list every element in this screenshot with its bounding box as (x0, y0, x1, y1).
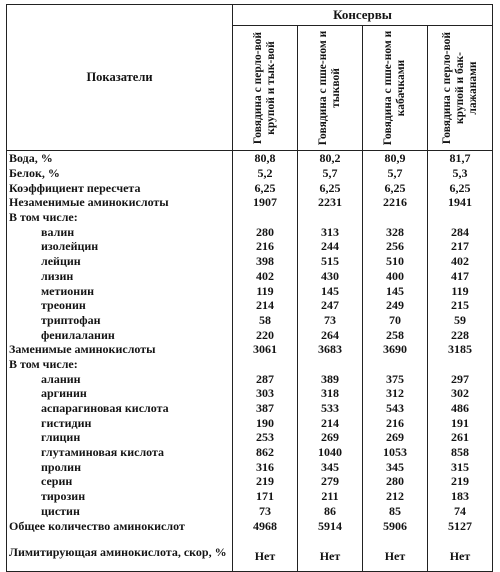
row-label: изолейцин (7, 239, 233, 254)
table-row (7, 518, 493, 533)
row-label: В том числе: (7, 210, 233, 225)
value-cell: 345 (363, 459, 428, 474)
column-header-4-text: Говядина с перло-вой крупой и бак-лажанами (440, 31, 479, 145)
row-label: валин (7, 224, 233, 239)
value-cell: 284 (428, 224, 493, 239)
amino-acid-table (6, 4, 493, 572)
table-row (7, 371, 493, 386)
value-cell: 3683 (298, 342, 363, 357)
value-cell (428, 210, 493, 225)
row-label: цистин (7, 504, 233, 519)
table-row (7, 327, 493, 342)
value-cell: 510 (363, 254, 428, 269)
value-cell: 80,8 (233, 151, 298, 166)
table-row (7, 342, 493, 357)
value-cell: 280 (233, 224, 298, 239)
table-row (7, 430, 493, 445)
row-label: аспарагиновая кислота (7, 401, 233, 416)
table-row (7, 195, 493, 210)
table-row (7, 474, 493, 489)
value-cell: 316 (233, 459, 298, 474)
value-cell: 279 (298, 474, 363, 489)
value-cell: Нет (298, 533, 363, 572)
value-cell: 1053 (363, 445, 428, 460)
parameters-header: Показатели (7, 5, 233, 151)
column-header-2-text: Говядина с пше-ном и тыквой (317, 30, 342, 146)
row-label: метионин (7, 283, 233, 298)
row-label: тирозин (7, 489, 233, 504)
value-cell: 4968 (233, 518, 298, 533)
row-label: аланин (7, 371, 233, 386)
value-cell: 3061 (233, 342, 298, 357)
value-cell: 81,7 (428, 151, 493, 166)
value-cell: 5,7 (363, 166, 428, 181)
table-row (7, 166, 493, 181)
value-cell: 6,25 (363, 180, 428, 195)
value-cell: 216 (363, 415, 428, 430)
table-row (7, 489, 493, 504)
value-cell: 171 (233, 489, 298, 504)
value-cell: 215 (428, 298, 493, 313)
value-cell: 6,25 (428, 180, 493, 195)
value-cell: 244 (298, 239, 363, 254)
value-cell: 220 (233, 327, 298, 342)
value-cell: 5,3 (428, 166, 493, 181)
value-cell: 85 (363, 504, 428, 519)
value-cell: 119 (428, 283, 493, 298)
value-cell: 73 (233, 504, 298, 519)
value-cell: 253 (233, 430, 298, 445)
value-cell: 5914 (298, 518, 363, 533)
value-cell: 70 (363, 313, 428, 328)
value-cell: 328 (363, 224, 428, 239)
value-cell: 214 (298, 415, 363, 430)
row-label: серин (7, 474, 233, 489)
value-cell: 375 (363, 371, 428, 386)
row-label: Коэффициент пересчета (7, 180, 233, 195)
table-row (7, 180, 493, 195)
column-header-3 (363, 26, 428, 151)
row-label: триптофан (7, 313, 233, 328)
table-row (7, 269, 493, 284)
value-cell: 6,25 (298, 180, 363, 195)
value-cell: Нет (363, 533, 428, 572)
value-cell: 269 (363, 430, 428, 445)
table-row (7, 151, 493, 166)
value-cell (428, 357, 493, 372)
value-cell: 212 (363, 489, 428, 504)
row-label: треонин (7, 298, 233, 313)
value-cell: 80,9 (363, 151, 428, 166)
row-label: Белок, % (7, 166, 233, 181)
value-cell: 190 (233, 415, 298, 430)
value-cell: 228 (428, 327, 493, 342)
value-cell: 1907 (233, 195, 298, 210)
row-label: Незаменимые аминокислоты (7, 195, 233, 210)
value-cell: 74 (428, 504, 493, 519)
table-row (7, 254, 493, 269)
value-cell: 315 (428, 459, 493, 474)
value-cell: 515 (298, 254, 363, 269)
table-body (7, 151, 493, 572)
value-cell (298, 357, 363, 372)
column-header-1-text: Говядина с перло-вой крупой и тык-вой (252, 31, 277, 145)
value-cell: 73 (298, 313, 363, 328)
row-label: Общее количество аминокислот (7, 518, 233, 533)
value-cell: 217 (428, 239, 493, 254)
value-cell: 303 (233, 386, 298, 401)
table-row (7, 210, 493, 225)
value-cell: 59 (428, 313, 493, 328)
value-cell: 533 (298, 401, 363, 416)
value-cell: 5,2 (233, 166, 298, 181)
value-cell (298, 210, 363, 225)
value-cell: 119 (233, 283, 298, 298)
value-cell: 5906 (363, 518, 428, 533)
column-header-3-text: Говядина с пше-ном и кабачками (382, 30, 407, 146)
value-cell: 430 (298, 269, 363, 284)
value-cell: 3690 (363, 342, 428, 357)
value-cell: 5127 (428, 518, 493, 533)
row-label: лизин (7, 269, 233, 284)
value-cell: 261 (428, 430, 493, 445)
table-row (7, 401, 493, 416)
value-cell: 398 (233, 254, 298, 269)
value-cell: 400 (363, 269, 428, 284)
value-cell (233, 357, 298, 372)
value-cell (363, 357, 428, 372)
table-row (7, 533, 493, 572)
row-label: Заменимые аминокислоты (7, 342, 233, 357)
table-row (7, 459, 493, 474)
value-cell: Нет (233, 533, 298, 572)
value-cell: 862 (233, 445, 298, 460)
value-cell: 312 (363, 386, 428, 401)
value-cell: 145 (363, 283, 428, 298)
value-cell: 2231 (298, 195, 363, 210)
value-cell (363, 210, 428, 225)
value-cell: 219 (428, 474, 493, 489)
table-row (7, 445, 493, 460)
value-cell: 145 (298, 283, 363, 298)
value-cell: 1941 (428, 195, 493, 210)
value-cell: 486 (428, 401, 493, 416)
value-cell: 247 (298, 298, 363, 313)
value-cell: 543 (363, 401, 428, 416)
value-cell: 302 (428, 386, 493, 401)
column-header-4 (428, 26, 493, 151)
row-label: Лимитирующая аминокислота, скор, % (7, 533, 233, 572)
value-cell: 5,7 (298, 166, 363, 181)
row-label: Вода, % (7, 151, 233, 166)
row-label: лейцин (7, 254, 233, 269)
value-cell: 313 (298, 224, 363, 239)
table-row (7, 504, 493, 519)
value-cell: 402 (233, 269, 298, 284)
value-cell: 214 (233, 298, 298, 313)
table-row (7, 224, 493, 239)
value-cell: 264 (298, 327, 363, 342)
row-label: пролин (7, 459, 233, 474)
value-cell: 80,2 (298, 151, 363, 166)
value-cell: 211 (298, 489, 363, 504)
table-row (7, 283, 493, 298)
row-label: В том числе: (7, 357, 233, 372)
value-cell (233, 210, 298, 225)
value-cell: 6,25 (233, 180, 298, 195)
table-row (7, 298, 493, 313)
table-row (7, 357, 493, 372)
value-cell: 2216 (363, 195, 428, 210)
value-cell: 280 (363, 474, 428, 489)
value-cell: 1040 (298, 445, 363, 460)
column-header-1 (233, 26, 298, 151)
value-cell: 256 (363, 239, 428, 254)
row-label: фенилаланин (7, 327, 233, 342)
value-cell: 345 (298, 459, 363, 474)
value-cell: 216 (233, 239, 298, 254)
row-label: гистидин (7, 415, 233, 430)
row-label: аргинин (7, 386, 233, 401)
table-row (7, 386, 493, 401)
value-cell: 402 (428, 254, 493, 269)
row-label: глицин (7, 430, 233, 445)
value-cell: 287 (233, 371, 298, 386)
table-row (7, 313, 493, 328)
value-cell: 858 (428, 445, 493, 460)
value-cell: 417 (428, 269, 493, 284)
value-cell: 3185 (428, 342, 493, 357)
value-cell: 219 (233, 474, 298, 489)
value-cell: 58 (233, 313, 298, 328)
value-cell: 269 (298, 430, 363, 445)
value-cell: 258 (363, 327, 428, 342)
value-cell: 183 (428, 489, 493, 504)
value-cell: 318 (298, 386, 363, 401)
table-row (7, 415, 493, 430)
table-row (7, 239, 493, 254)
value-cell: 389 (298, 371, 363, 386)
value-cell: 297 (428, 371, 493, 386)
row-label: глутаминовая кислота (7, 445, 233, 460)
value-cell: 387 (233, 401, 298, 416)
value-cell: 249 (363, 298, 428, 313)
value-cell: Нет (428, 533, 493, 572)
canned-food-group-header: Консервы (233, 5, 493, 26)
column-header-2 (298, 26, 363, 151)
value-cell: 86 (298, 504, 363, 519)
value-cell: 191 (428, 415, 493, 430)
